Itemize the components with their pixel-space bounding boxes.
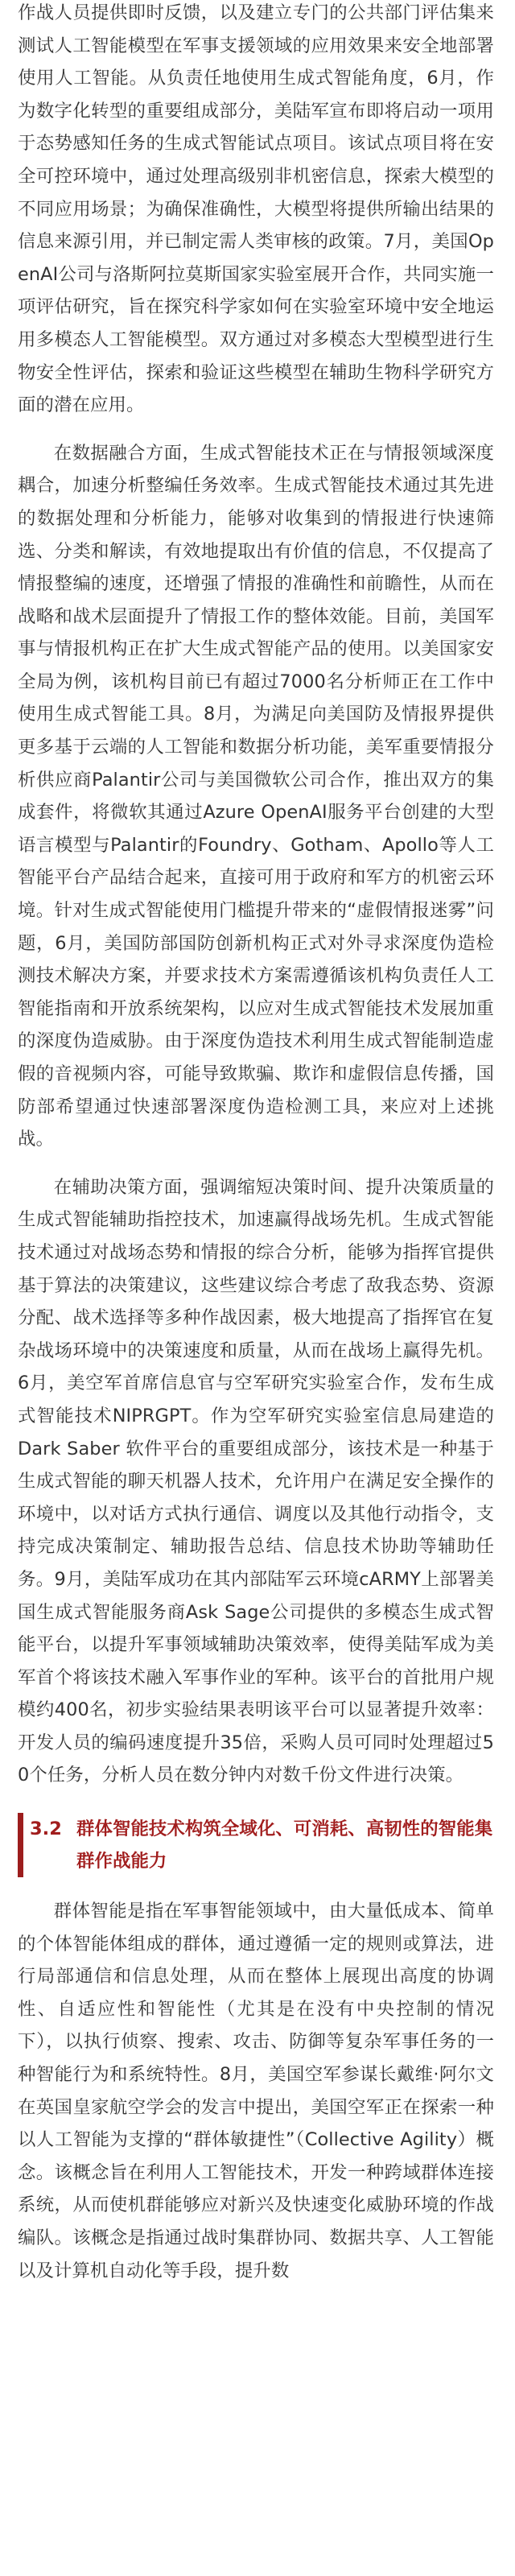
paragraph-data-fusion: 在数据融合方面，生成式智能技术正在与情报领域深度耦合，加速分析整编任务效率。生成式智能技术通过其先进的数据处理和分析能力，能够对收集到的情报进行快速筛选、分类和解读，有效地提取出有价值的信息，不仅提高了情报整编的速度，还增强了情报的准确性和前瞻性，从而在战略和战术层面提升了情报工作的整体效能。目前，美国军事与情报机构正在扩大生成式智能产品的使用。以美国家安全局为例，该机构目前已有超过7000名分析师正在工作中使用生成式智能工具。8月，为满足向美国防及情报界提供更多基于云端的人工智能和数据分析功能，美军重要情报分析供应商Palantir公司与美国微软公司合作，推出双方的集成套件，将微软其通过Azure OpenAI服务平台创建的大型语言模型与Palantir的Foundry、Gotham、Apollo等人工智能平台产品结合起来，直接可用于政府和军方的机密云环境。针对生成式智能使用门槛提升带来的“虚假情报迷雾”问题，6月，美国防部国防创新机构正式对外寻求深度伪造检测技术解决方案，并要求技术方案需遵循该机构负责任人工智能指南和开放系统架构，以应对生成式智能技术发展加重的深度伪造威胁。由于深度伪造技术利用生成式智能制造虚假的音视频内容，可能导致欺骗、欺诈和虚假信息传播，国防部希望通过快速部署深度伪造检测工具，来应对上述挑战。: [18, 442, 494, 1150]
paragraph-intro-continuation: 作战人员提供即时反馈，以及建立专门的公共部门评估集来测试人工智能模型在军事支援领域的应用效果来安全地部署使用人工智能。从负责任地使用生成式智能角度，6月，作为数字化转型的重要组成部分，美陆军宣布即将启动一项用于态势感知任务的生成式智能试点项目。该试点项目将在安全可控环境中，通过处理高级别非机密信息，探索大模型的不同应用场景；为确保准确性，大模型将提供所输出结果的信息来源引用，并已制定需人类审核的政策。7月，美国OpenAI公司与洛斯阿拉莫斯国家实验室展开合作，共同实施一项评估研究，旨在探究科学家如何在实验室环境中安全地运用多模态人工智能模型。双方通过对多模态大型模型进行生物安全性评估，探索和验证这些模型在辅助生物科学研究方面的潜在应用。: [18, 2, 494, 416]
paragraph-swarm-intelligence: 群体智能是指在军事智能领域中，由大量低成本、简单的个体智能体组成的群体，通过遵循一定的规则或算法，进行局部通信和信息处理，从而在整体上展现出高度的协调性、自适应性和智能性（尤其是在没有中央控制的情况下），以执行侦察、搜索、攻击、防御等复杂军事任务的一种智能行为和系统特性。8月，美国空军参谋长戴维·阿尔文在英国皇家航空学会的发言中提出，美国空军正在探索一种以人工智能为支撑的“群体敏捷性”（Collective Agility）概念。该概念旨在利用人工智能技术，开发一种跨域群体连接系统，从而使机群能够应对新兴及快速变化威胁环境的作战编队。该概念是指通过战时集群协同、数据共享、人工智能以及计算机自动化等手段，提升数: [18, 1901, 494, 2281]
section-title: 群体智能技术构筑全域化、可消耗、高韧性的智能集群作战能力: [76, 1818, 493, 1872]
section-number: 3.2: [30, 1818, 62, 1840]
section-heading-3-2: [18, 1813, 494, 1877]
paragraph-decision-support: 在辅助决策方面，强调缩短决策时间、提升决策质量的生成式智能辅助指控技术，加速赢得战场先机。生成式智能技术通过对战场态势和情报的综合分析，能够为指挥官提供基于算法的决策建议，这些建议综合考虑了敌我态势、资源分配、战术选择等多种作战因素，极大地提高了指挥官在复杂战场环境中的决策速度和质量，从而在战场上赢得先机。6月，美空军首席信息官与空军研究实验室合作，发布生成式智能技术NIPRGPT。作为空军研究实验室信息局建造的 Dark Saber 软件平台的重要组成部分，该技术是一种基于生成式智能的聊天机器人技术，允许用户在满足安全操作的环境中，以对话方式执行通信、调度以及其他行动指令，支持完成决策制定、辅助报告总结、信息技术协助等辅助任务。9月，美陆军成功在其内部陆军云环境cARMY上部署美国生成式智能服务商Ask Sage公司提供的多模态生成式智能平台，以提升军事领域辅助决策效率，使得美陆军成为美军首个将该技术融入军事作业的军种。该平台的首批用户规模约400名，初步实验结果表明该平台可以显著提升效率：开发人员的编码速度提升35倍，采购人员可同时处理超过50个任务，分析人员在数分钟内对数千份文件进行决策。: [18, 1176, 494, 1786]
